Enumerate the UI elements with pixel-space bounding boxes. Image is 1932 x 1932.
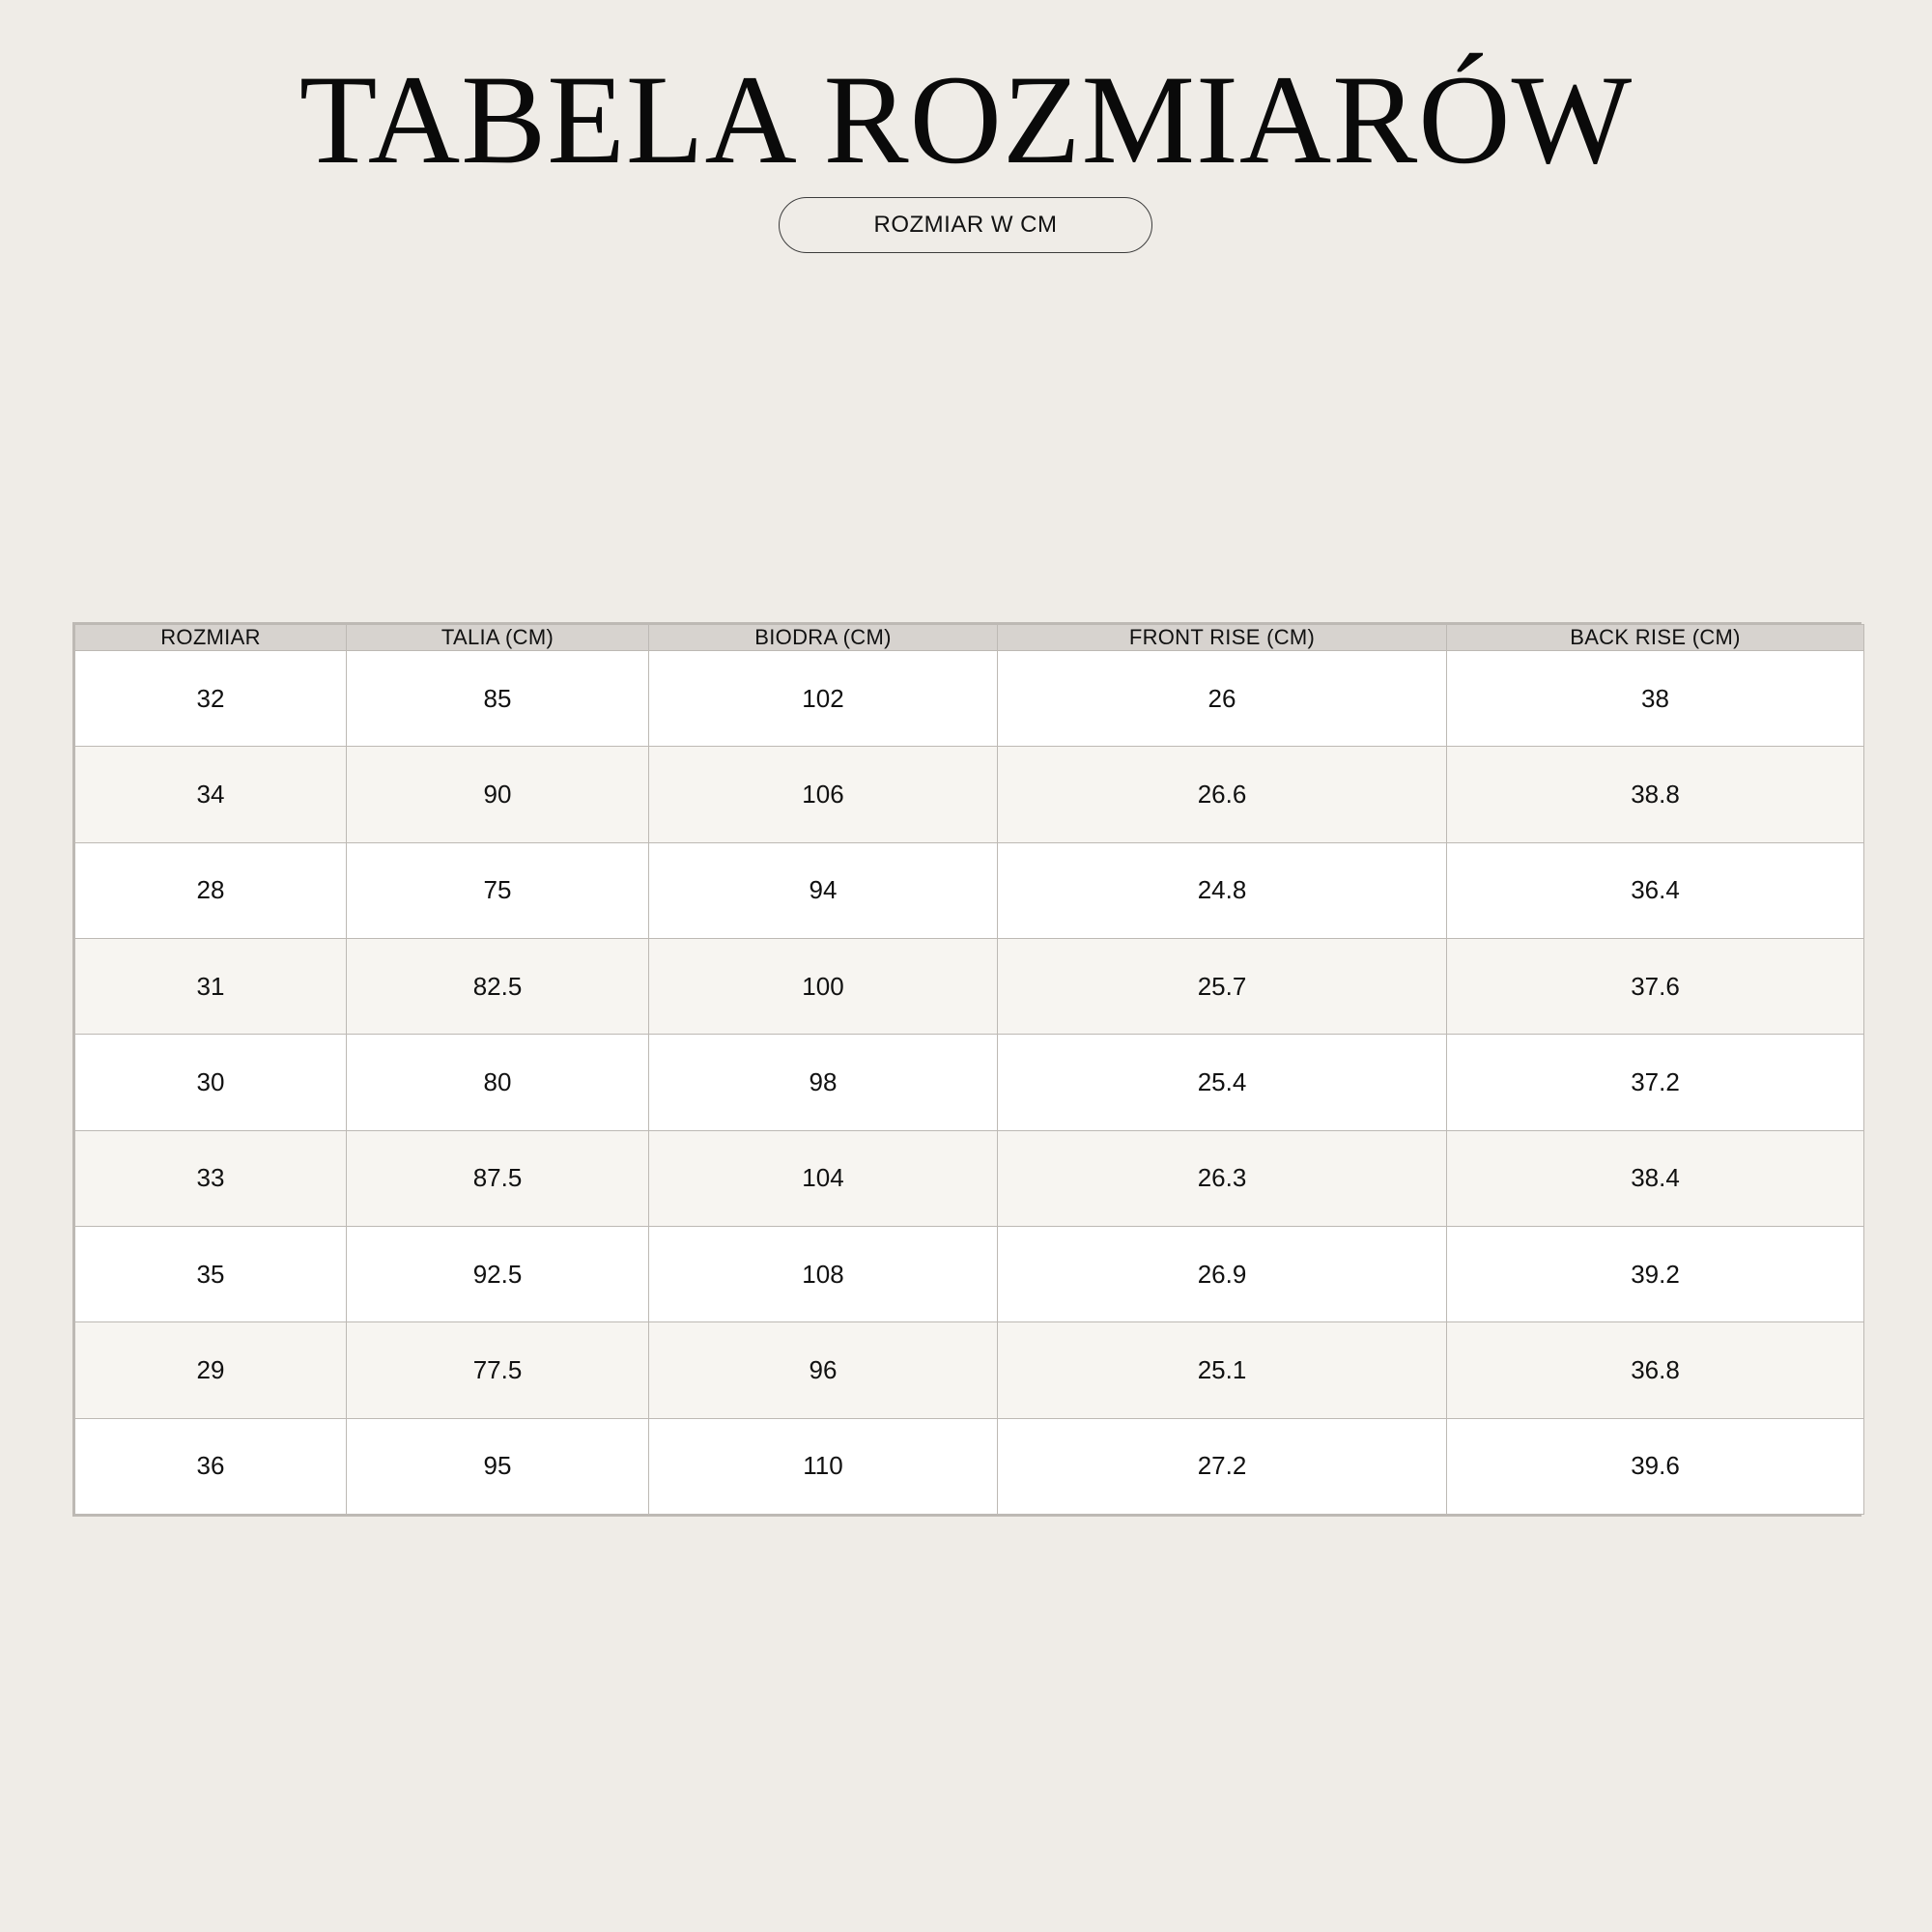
cell-size: 33 [75,1130,347,1226]
cell-waist: 85 [347,651,649,747]
cell-waist: 87.5 [347,1130,649,1226]
cell-front-rise: 25.1 [998,1322,1447,1418]
header-front-rise: FRONT RISE (CM) [998,625,1447,651]
cell-size: 35 [75,1226,347,1321]
cell-front-rise: 26.6 [998,747,1447,842]
cell-back-rise: 38.4 [1447,1130,1864,1226]
table-header [75,625,1864,651]
table-row [75,842,1864,938]
header-waist: TALIA (CM) [347,625,649,651]
cell-front-rise: 25.7 [998,938,1447,1034]
header-hips: BIODRA (CM) [649,625,998,651]
cell-back-rise: 39.6 [1447,1418,1864,1514]
cell-back-rise: 36.4 [1447,842,1864,938]
cell-waist: 77.5 [347,1322,649,1418]
cell-hips: 110 [649,1418,998,1514]
page-title: TABELA ROZMIARÓW [298,48,1634,190]
table-row [75,1035,1864,1130]
size-chart-table [74,624,1864,1515]
cell-waist: 80 [347,1035,649,1130]
cell-hips: 104 [649,1130,998,1226]
cell-hips: 94 [649,842,998,938]
table-row [75,1322,1864,1418]
table-row [75,938,1864,1034]
cell-waist: 95 [347,1418,649,1514]
cell-back-rise: 37.2 [1447,1035,1864,1130]
cell-waist: 90 [347,747,649,842]
cell-size: 30 [75,1035,347,1130]
cell-front-rise: 25.4 [998,1035,1447,1130]
cell-waist: 82.5 [347,938,649,1034]
table-row [75,747,1864,842]
cell-front-rise: 26 [998,651,1447,747]
cell-size: 34 [75,747,347,842]
cell-size: 32 [75,651,347,747]
cell-back-rise: 38.8 [1447,747,1864,842]
cell-front-rise: 27.2 [998,1418,1447,1514]
cell-hips: 96 [649,1322,998,1418]
cell-back-rise: 38 [1447,651,1864,747]
cell-hips: 100 [649,938,998,1034]
unit-badge: ROZMIAR W CM [779,197,1152,253]
cell-back-rise: 36.8 [1447,1322,1864,1418]
table-body [75,651,1864,1515]
size-table [72,622,1861,1517]
cell-waist: 92.5 [347,1226,649,1321]
cell-back-rise: 37.6 [1447,938,1864,1034]
cell-front-rise: 26.9 [998,1226,1447,1321]
cell-size: 29 [75,1322,347,1418]
cell-front-rise: 26.3 [998,1130,1447,1226]
table-row [75,1226,1864,1321]
cell-size: 36 [75,1418,347,1514]
header-size: ROZMIAR [75,625,347,651]
cell-size: 31 [75,938,347,1034]
cell-size: 28 [75,842,347,938]
cell-hips: 102 [649,651,998,747]
cell-hips: 108 [649,1226,998,1321]
table-row [75,1130,1864,1226]
table-row [75,651,1864,747]
table-row [75,1418,1864,1514]
cell-front-rise: 24.8 [998,842,1447,938]
cell-hips: 98 [649,1035,998,1130]
cell-back-rise: 39.2 [1447,1226,1864,1321]
cell-hips: 106 [649,747,998,842]
header-back-rise: BACK RISE (CM) [1447,625,1864,651]
header-row [75,625,1864,651]
cell-waist: 75 [347,842,649,938]
